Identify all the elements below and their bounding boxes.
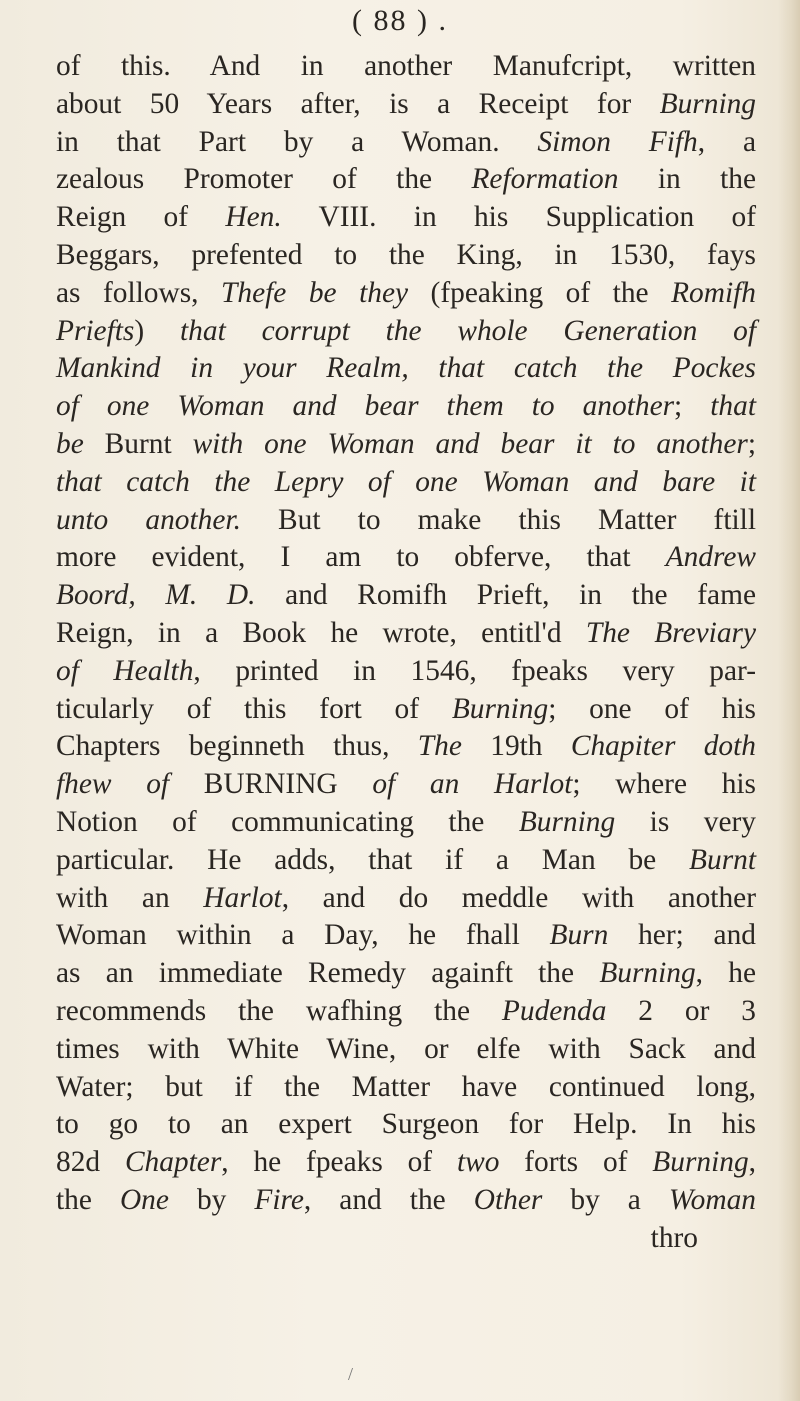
italic-text: unto another.: [56, 503, 241, 536]
italic-text: Chapiter doth: [570, 730, 756, 763]
text-line: [56, 199, 756, 237]
text-span: Beggars, prefented to the King, in 1530, fays: [56, 238, 756, 271]
text-line: [56, 804, 756, 842]
text-line: [56, 124, 756, 162]
text-span: times with White Wine, or elfe with Sack and: [56, 1032, 756, 1065]
text-span: ): [134, 314, 181, 347]
text-span: 2 or 3: [606, 994, 756, 1027]
text-span: and Romifh Prieft, in the fame: [255, 579, 756, 612]
text-line: [56, 691, 756, 729]
text-line: [56, 1106, 756, 1144]
text-span: (fpeaking of the: [408, 276, 672, 309]
text-line: [56, 388, 756, 426]
text-span: by a: [542, 1183, 669, 1216]
text-span: the: [56, 1183, 120, 1216]
italic-text: Burning: [451, 692, 549, 725]
italic-text: be: [56, 427, 84, 460]
italic-text: Burning: [518, 805, 616, 838]
text-span: , and do meddle with another: [281, 881, 756, 914]
page-number-header: ( 88 ) .: [352, 4, 448, 37]
text-span: Burnt: [83, 427, 193, 460]
italic-text: that: [710, 390, 756, 423]
text-span: Notion of communicating the: [56, 805, 519, 838]
text-span: , he fpeaks of: [221, 1146, 457, 1179]
text-line: [56, 653, 756, 691]
text-line: [56, 1069, 756, 1107]
text-span: ;: [674, 390, 711, 423]
text-line: [56, 275, 756, 313]
text-line: [56, 728, 756, 766]
text-line: [56, 842, 756, 880]
text-line: [56, 313, 756, 351]
text-span: her; and: [608, 919, 756, 952]
text-span: VIII. in his Supplication of: [281, 201, 757, 234]
text-span: by: [168, 1183, 255, 1216]
italic-text: of one Woman and bear them to another: [56, 390, 675, 423]
italic-text: The: [417, 730, 462, 763]
signature-mark: /: [348, 1364, 354, 1384]
text-span: , and the: [303, 1183, 474, 1216]
italic-text: One: [119, 1183, 169, 1216]
text-span: ; one of his: [548, 692, 756, 725]
italic-text: Burning: [659, 87, 756, 120]
text-line: [56, 955, 756, 993]
italic-text: two: [456, 1146, 500, 1179]
text-span: zealous Promoter of the: [56, 163, 472, 196]
text-line: [56, 615, 756, 653]
text-span: as follows,: [56, 276, 222, 309]
text-line: [56, 350, 756, 388]
text-line: [56, 237, 756, 275]
text-span: Woman within a Day, he fhall: [56, 919, 550, 952]
italic-text: Andrew: [665, 541, 756, 574]
body-text: [56, 48, 756, 1258]
text-line: [56, 1182, 756, 1220]
text-span: 82d: [56, 1146, 125, 1179]
text-line: [56, 1031, 756, 1069]
text-line: [56, 86, 756, 124]
text-span: ; where his: [572, 768, 756, 801]
italic-text: Burn: [549, 919, 609, 952]
italic-text: Harlot: [203, 881, 282, 914]
italic-text: The Breviary: [585, 616, 757, 649]
text-line: [56, 48, 756, 86]
italic-text: Fire: [254, 1183, 304, 1216]
text-span: forts of: [499, 1146, 653, 1179]
italic-text: Woman: [668, 1183, 756, 1216]
text-span: in the: [618, 163, 756, 196]
text-line: [56, 880, 756, 918]
text-span: ;: [747, 427, 756, 460]
text-line: [56, 766, 756, 804]
text-span: ,: [748, 1146, 756, 1179]
text-line: [56, 539, 756, 577]
text-line: [56, 917, 756, 955]
text-span: as an immediate Remedy againft the: [56, 957, 600, 990]
text-span: , a: [697, 125, 756, 158]
italic-text: Reformation: [471, 163, 619, 196]
text-span: to go to an expert Surgeon for Help. In his: [56, 1108, 756, 1141]
text-line: [56, 464, 756, 502]
text-span: , printed in 1546, fpeaks very par-: [193, 654, 757, 687]
text-span: But to make this Matter ftill: [240, 503, 756, 536]
catchword: thro: [650, 1221, 698, 1254]
italic-text: of Health: [56, 654, 194, 687]
text-span: 19th: [461, 730, 571, 763]
text-span: Reign, in a Book he wrote, entitl'd: [56, 616, 586, 649]
italic-text: Mankind in your Realm, that catch the Pockes: [56, 352, 756, 385]
italic-text: Chapter: [124, 1146, 222, 1179]
text-line: [56, 993, 756, 1031]
italic-text: Boord, M. D.: [56, 579, 256, 612]
text-span: Chapters beginneth thus,: [56, 730, 418, 763]
text-line: [56, 577, 756, 615]
text-span: about 50 Years after, is a Receipt for: [56, 87, 660, 120]
italic-text: Burning: [599, 957, 696, 990]
text-span: with an: [56, 881, 204, 914]
italic-text: Priefts: [56, 314, 135, 347]
italic-text: Burnt: [689, 843, 756, 876]
text-line: [56, 161, 756, 199]
text-line: [56, 502, 756, 540]
text-span: is very: [615, 805, 756, 838]
text-span: ticularly of this fort of: [56, 692, 452, 725]
text-span: recommends the wafhing the: [56, 994, 502, 1027]
text-span: Water; but if the Matter have continued long,: [56, 1070, 756, 1103]
text-span: in that Part by a Woman.: [56, 125, 538, 158]
text-span: BURNING: [169, 768, 373, 801]
italic-text: with one Woman and bear it to another: [192, 427, 748, 460]
page-edge-shadow: [778, 0, 800, 1401]
text-line: [56, 1144, 756, 1182]
italic-text: that corrupt the whole Generation of: [180, 314, 756, 347]
italic-text: of an Harlot: [372, 768, 573, 801]
text-span: of this. And in another Manufcript, written: [56, 50, 756, 82]
italic-text: Other: [473, 1183, 543, 1216]
italic-text: Romifh: [671, 276, 756, 309]
text-line: [56, 426, 756, 464]
text-span: Reign of: [56, 201, 226, 234]
text-span: , he: [695, 957, 757, 990]
text-span: more evident, I am to obferve, that: [56, 541, 666, 574]
italic-text: Burning: [652, 1146, 749, 1179]
italic-text: Pudenda: [501, 994, 607, 1027]
italic-text: Hen.: [225, 201, 282, 234]
italic-text: fhew of: [56, 768, 170, 801]
italic-text: Thefe be they: [221, 276, 409, 309]
italic-text: that catch the Lepry of one Woman and bare it: [56, 465, 756, 498]
text-span: particular. He adds, that if a Man be: [56, 843, 690, 876]
italic-text: Simon Fifh: [537, 125, 698, 158]
